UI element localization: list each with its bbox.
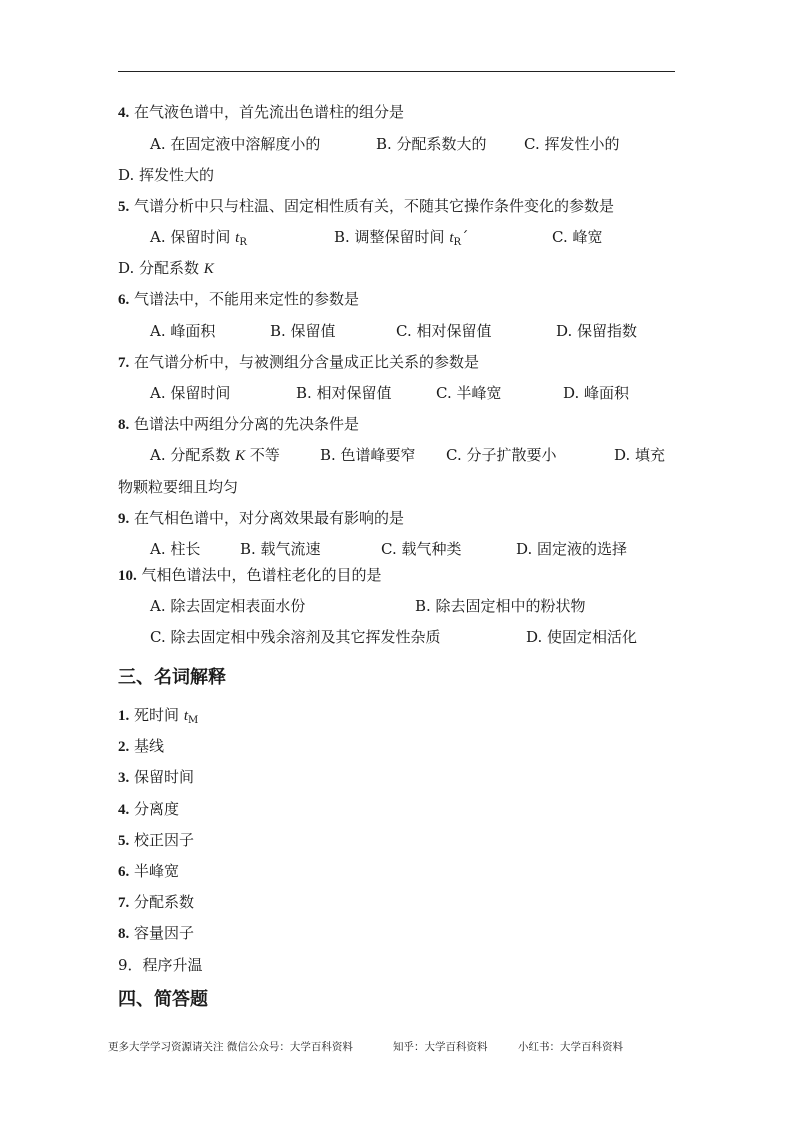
q9-option-a: A. 柱长 (150, 540, 201, 558)
term-number: 7. (118, 895, 130, 911)
q6-option-d: D. 保留指数 (556, 322, 638, 340)
q8-option-b: B. 色谱峰要窄 (320, 446, 416, 464)
q9-option-b: B. 载气流速 (240, 540, 321, 558)
term-text: 校正因子 (134, 831, 195, 849)
footer-wechat: 更多大学学习资源请关注 微信公众号：大学百科资料 (108, 1041, 353, 1053)
q8-option-d-continued: 物颗粒要细且均匀 (118, 478, 239, 496)
q6-option-b: B. 保留值 (270, 322, 336, 340)
question-text: 在气谱分析中，与被测组分含量成正比关系的参数是 (134, 353, 480, 371)
term-number: 1. (118, 708, 130, 724)
question-6 (118, 289, 359, 310)
term-text: 保留时间 (134, 768, 195, 786)
symbol-t: t (449, 230, 454, 246)
option-text: 不等 (245, 446, 280, 464)
term-5 (118, 830, 194, 851)
q5-option-a (150, 227, 247, 253)
question-8 (118, 414, 359, 435)
q4-option-d: D. 挥发性大的 (118, 166, 215, 184)
question-number: 10. (118, 568, 137, 584)
term-text: 容量因子 (134, 924, 195, 942)
term-number: 5. (118, 833, 130, 849)
section-3-heading: 三、名词解释 (118, 667, 226, 688)
option-text: B. 调整保留时间 (334, 228, 450, 246)
term-number: 6. (118, 864, 130, 880)
q6-option-a: A. 峰面积 (150, 322, 216, 340)
term-2 (118, 736, 164, 757)
question-4 (118, 102, 404, 123)
subscript-r: R (239, 237, 247, 248)
q7-option-d: D. 峰面积 (563, 384, 630, 402)
question-text: 色谱法中两组分分离的先决条件是 (134, 415, 360, 433)
question-10 (118, 565, 382, 586)
term-text: 死时间 (134, 706, 184, 724)
term-number: 8. (118, 926, 130, 942)
question-7 (118, 352, 479, 373)
question-number: 7. (118, 355, 130, 371)
term-number: 3. (118, 770, 130, 786)
footer-xiaohongshu: 小红书：大学百科资料 (518, 1041, 623, 1053)
q4-option-a: A. 在固定液中溶解度小的 (150, 135, 321, 153)
question-5 (118, 196, 614, 217)
term-text: 基线 (134, 737, 165, 755)
question-text: 气相色谱法中，色谱柱老化的目的是 (141, 566, 382, 584)
symbol-k: K (235, 448, 246, 464)
question-number: 9. (118, 511, 130, 527)
q7-option-b: B. 相对保留值 (296, 384, 392, 402)
symbol-t: t (183, 708, 188, 724)
question-number: 4. (118, 105, 130, 121)
term-6 (118, 861, 179, 882)
question-number: 8. (118, 417, 130, 433)
prime-mark: ˊ (461, 228, 469, 246)
question-text: 气谱法中，不能用来定性的参数是 (134, 290, 360, 308)
q6-option-c: C. 相对保留值 (396, 322, 492, 340)
header-rule (118, 71, 675, 72)
option-text: A. 分配系数 (150, 446, 236, 464)
term-4 (118, 799, 179, 820)
q5-option-c: C. 峰宽 (552, 228, 603, 246)
question-number: 6. (118, 292, 130, 308)
section-4-heading: 四、简答题 (118, 989, 208, 1010)
q4-option-c: C. 挥发性小的 (524, 135, 620, 153)
q10-option-b: B. 除去固定相中的粉状物 (415, 597, 586, 615)
subscript-m: M (187, 715, 199, 726)
q10-option-a: A. 除去固定相表面水份 (150, 597, 306, 615)
q5-option-d (118, 258, 214, 279)
question-9 (118, 508, 404, 529)
footer-zhihu: 知乎：大学百科资料 (393, 1041, 488, 1053)
q7-option-a: A. 保留时间 (150, 384, 231, 402)
term-7 (118, 892, 194, 913)
q8-option-d: D. 填充 (614, 446, 666, 464)
term-number: 4. (118, 802, 130, 818)
q4-option-b: B. 分配系数大的 (376, 135, 487, 153)
question-text: 在气液色谱中，首先流出色谱柱的组分是 (134, 103, 405, 121)
q9-option-d: D. 固定液的选择 (516, 540, 628, 558)
term-1 (118, 705, 198, 731)
symbol-t: t (235, 230, 240, 246)
q8-option-c: C. 分子扩散要小 (446, 446, 557, 464)
question-text: 气谱分析中只与柱温、固定相性质有关，不随其它操作条件变化的参数是 (134, 197, 615, 215)
q7-option-c: C. 半峰宽 (436, 384, 502, 402)
question-number: 5. (118, 199, 130, 215)
q10-option-d: D. 使固定相活化 (526, 628, 638, 646)
term-text: 半峰宽 (134, 862, 180, 880)
q9-option-c: C. 载气种类 (381, 540, 462, 558)
term-3 (118, 767, 194, 788)
option-text: A. 保留时间 (150, 228, 236, 246)
symbol-k: K (203, 261, 214, 277)
option-text: D. 分配系数 (118, 259, 204, 277)
term-text: 分离度 (134, 800, 180, 818)
term-8 (118, 923, 194, 944)
question-text: 在气相色谱中，对分离效果最有影响的是 (134, 509, 405, 527)
term-number: 2. (118, 739, 130, 755)
q8-option-a (150, 445, 280, 466)
q5-option-b (334, 227, 469, 253)
q10-option-c: C. 除去固定相中残余溶剂及其它挥发性杂质 (150, 628, 441, 646)
subscript-r: R (453, 237, 462, 248)
term-text: 分配系数 (134, 893, 195, 911)
term-9: 9．程序升温 (118, 956, 203, 974)
